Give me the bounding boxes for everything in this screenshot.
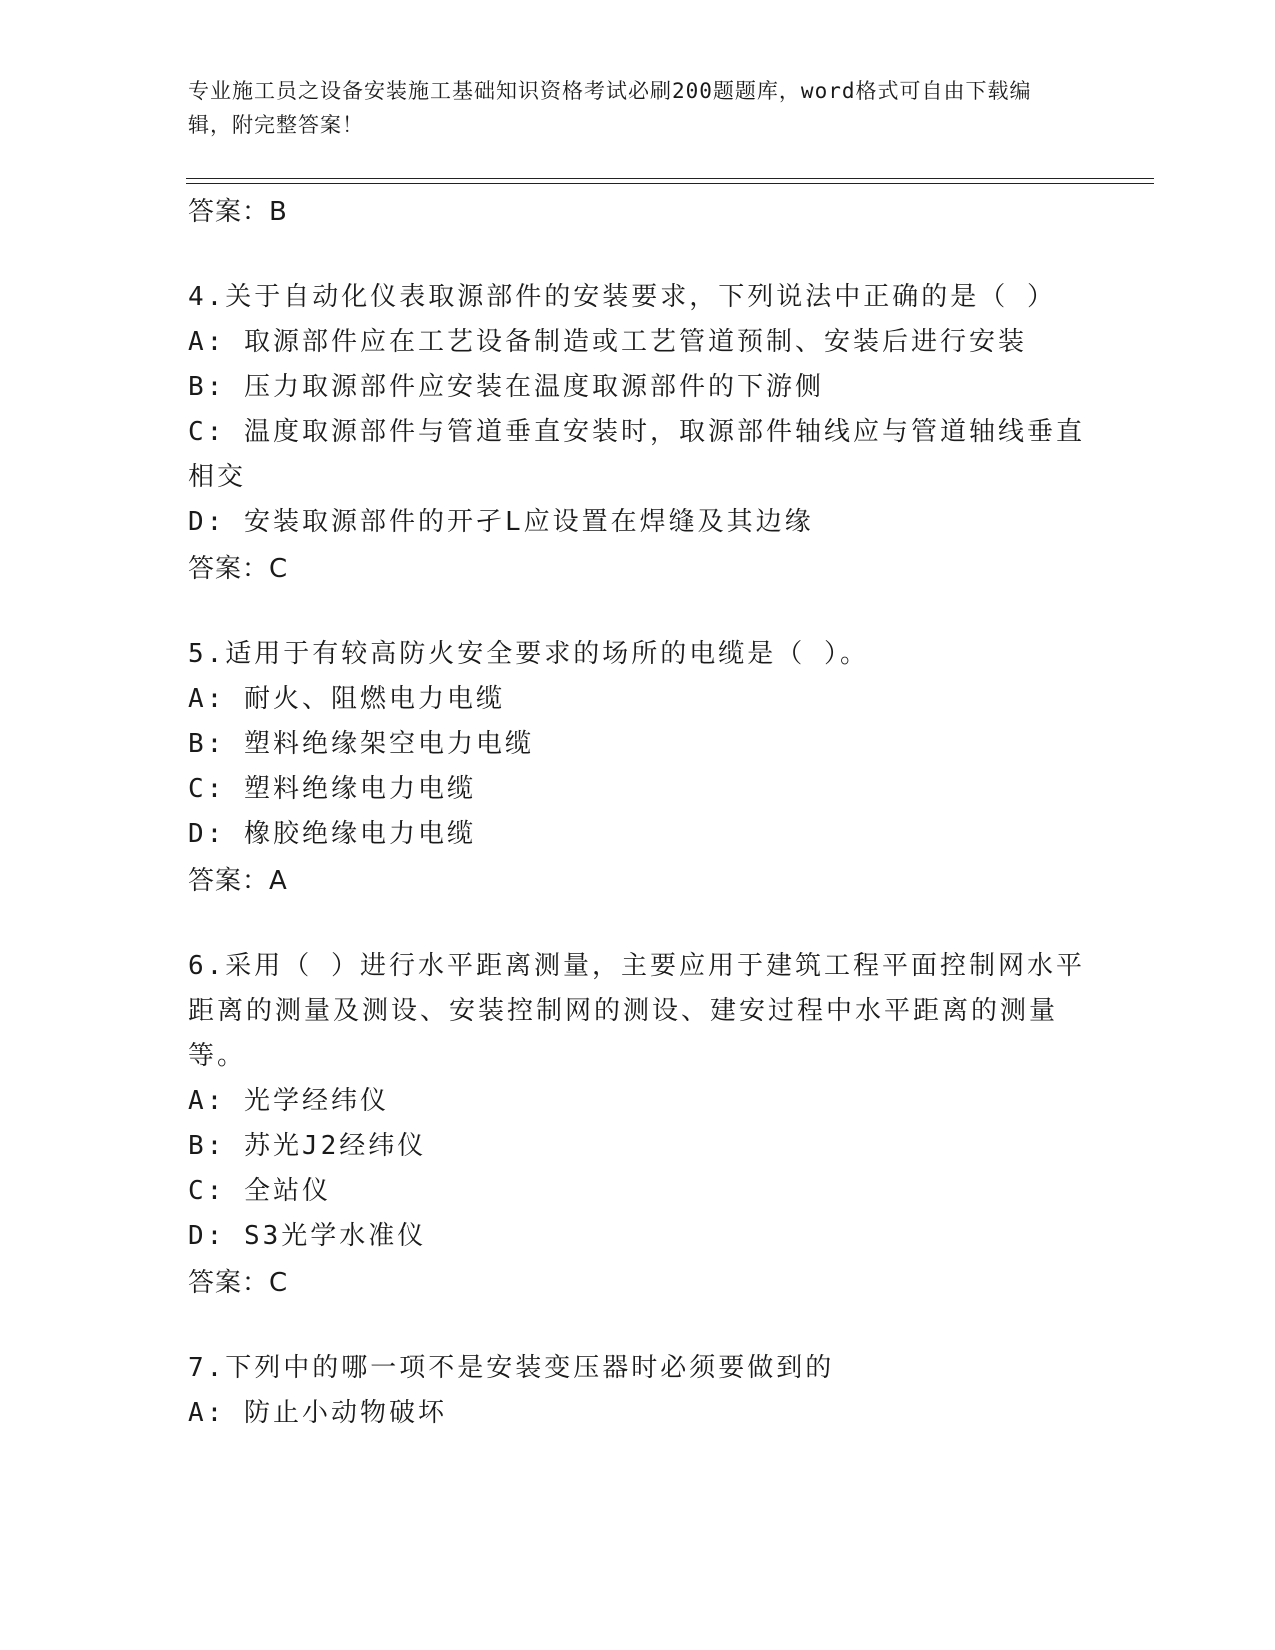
option-c: C: 全站仪 — [188, 1176, 331, 1206]
question-4 — [188, 275, 1088, 593]
answer-line: 答案：A — [188, 866, 288, 896]
option-b: B: 压力取源部件应安装在温度取源部件的下游侧 — [188, 372, 824, 402]
question-7 — [188, 1346, 1088, 1436]
option-d: D: 安装取源部件的开孑L应设置在焊缝及其边缘 — [188, 507, 814, 537]
option-c: C: 温度取源部件与管道垂直安装时，取源部件轴线应与管道轴线垂直相交 — [188, 417, 1085, 492]
answer-line: 答案：B — [188, 197, 288, 227]
question-6 — [188, 944, 1088, 1307]
document-header: 专业施工员之设备安装施工基础知识资格考试必刷200题题库，word格式可自由下载编辑，附完整答案！ — [188, 79, 1032, 137]
option-c: C: 塑料绝缘电力电缆 — [188, 774, 476, 804]
option-a: A: 防止小动物破坏 — [188, 1398, 447, 1428]
option-d: D: S3光学水准仪 — [188, 1221, 427, 1251]
header-rule-bottom — [186, 183, 1154, 184]
option-d: D: 橡胶绝缘电力电缆 — [188, 819, 476, 849]
option-b: B: 苏光J2经纬仪 — [188, 1131, 427, 1161]
option-a: A: 光学经纬仪 — [188, 1086, 389, 1116]
question-stem: 6.采用（ ）进行水平距离测量，主要应用于建筑工程平面控制网水平距离的测量及测设、安装控制网的测设、建安过程中水平距离的测量等。 — [188, 951, 1085, 1071]
answer-line: 答案：C — [188, 1268, 289, 1298]
question-stem: 7.下列中的哪一项不是安装变压器时必须要做到的 — [188, 1353, 835, 1383]
question-5 — [188, 632, 1088, 905]
answer-line: 答案：C — [188, 554, 289, 584]
question-stem: 4.关于自动化仪表取源部件的安装要求，下列说法中正确的是（ ） — [188, 282, 1056, 312]
option-a: A: 取源部件应在工艺设备制造或工艺管道预制、安装后进行安装 — [188, 327, 1027, 357]
document-body — [188, 188, 1088, 1475]
option-b: B: 塑料绝缘架空电力电缆 — [188, 729, 534, 759]
option-a: A: 耐火、阻燃电力电缆 — [188, 684, 505, 714]
question-stem: 5.适用于有较高防火安全要求的场所的电缆是（ ）。 — [188, 639, 869, 669]
header-rule-top — [186, 178, 1154, 179]
